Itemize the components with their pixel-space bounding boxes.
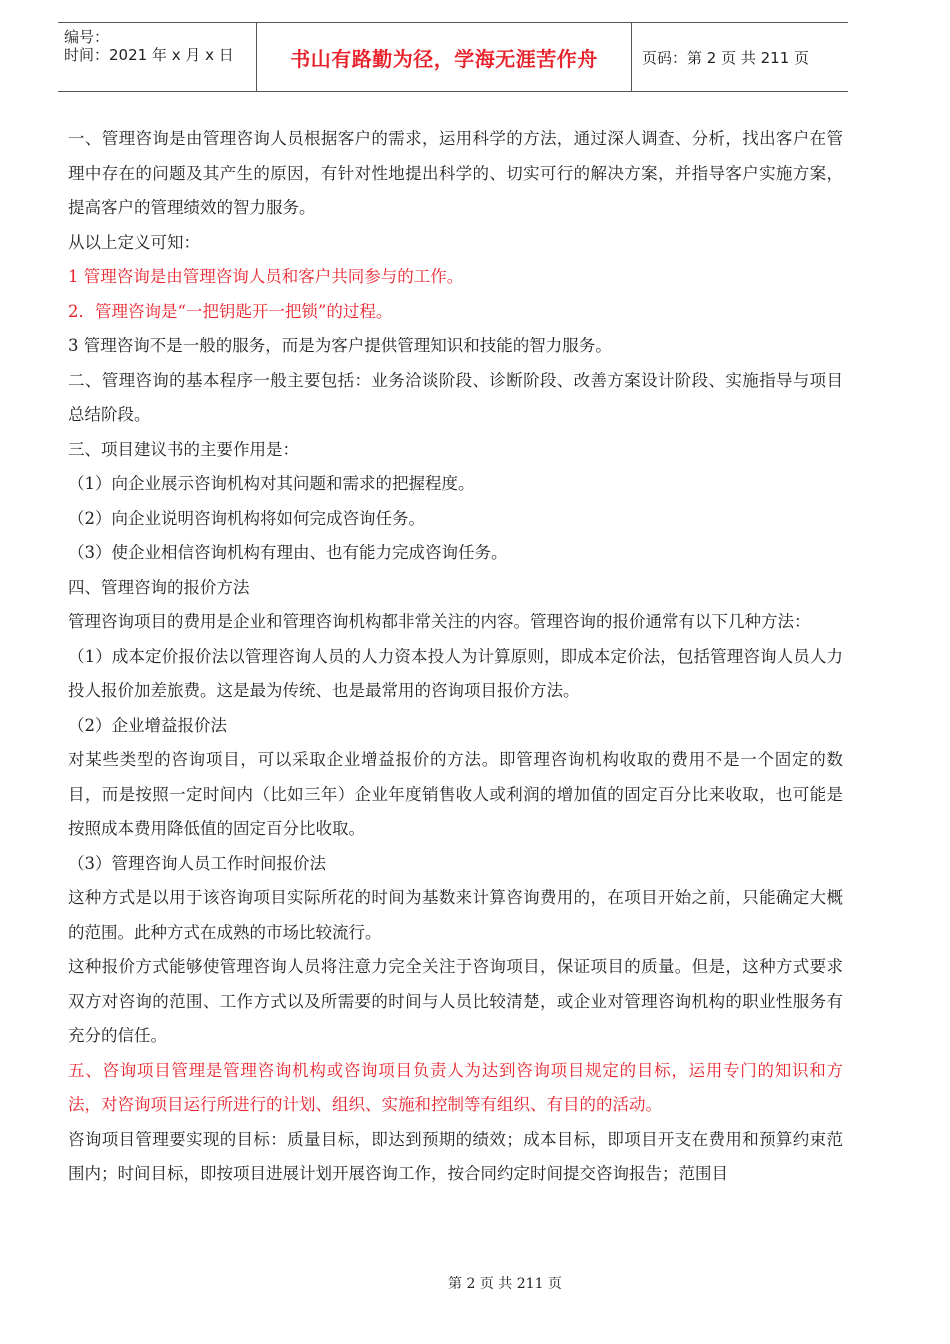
body-paragraph: 一、管理咨询是由管理咨询人员根据客户的需求，运用科学的方法，通过深人调查、分析，找出客户在管理中存在的问题及其产生的原因，有针对性地提出科学的、切实可行的解决方案，并指导客户实施方案，提高客户的管理绩效的智力服务。 [68,129,843,217]
body-paragraph: （2）企业增益报价法 [68,715,227,735]
body-paragraph: 四、管理咨询的报价方法 [68,577,250,597]
body-paragraph: 二、管理咨询的基本程序一般主要包括：业务洽谈阶段、诊断阶段、改善方案设计阶段、实施指导与项目总结阶段。 [68,370,843,424]
header-motto-cell [256,23,632,91]
body-paragraph: 这种方式是以用于该咨询项目实际所花的时间为基数来计算咨询费用的，在项目开始之前，只能确定大概的范围。此种方式在成熟的市场比较流行。 [68,888,843,942]
body-paragraph: 管理咨询项目的费用是企业和管理咨询机构都非常关注的内容。管理咨询的报价通常有以下几种方法： [68,612,811,631]
header-page-info: 页码：第 2 页 共 211 页 [642,48,810,67]
body-paragraph: （3）管理咨询人员工作时间报价法 [68,853,326,873]
document-time-label: 时间：2021 年 x 月 x 日 [64,46,234,64]
body-paragraph: 咨询项目管理要实现的目标：质量目标，即达到预期的绩效；成本目标，即项目开支在费用和预算约束范围内；时间目标，即按项目进展计划开展咨询工作，按合同约定时间提交咨询报告；范围目 [68,1129,843,1183]
document-body [68,122,843,1192]
page-header [58,22,848,92]
body-paragraph: 五、咨询项目管理是管理咨询机构或咨询项目负责人为达到咨询项目规定的目标，运用专门的知识和方法，对咨询项目运行所进行的计划、组织、实施和控制等有组织、有目的的活动。 [68,1060,843,1114]
body-paragraph: 这种报价方式能够使管理咨询人员将注意力完全关注于咨询项目，保证项目的质量。但是，这种方式要求双方对咨询的范围、工作方式以及所需要的时间与人员比较清楚，或企业对管理咨询机构的职业性服务有充分的信任。 [68,957,843,1045]
body-paragraph: 三、项目建议书的主要作用是： [68,439,299,459]
body-paragraph: 从以上定义可知： [68,232,200,252]
header-motto: 书山有路勤为径，学海无涯苦作舟 [290,46,598,71]
body-paragraph: （3）使企业相信咨询机构有理由、也有能力完成咨询任务。 [68,543,508,562]
body-paragraph: 对某些类型的咨询项目，可以采取企业增益报价的方法。即管理咨询机构收取的费用不是一个固定的数目，而是按照一定时间内（比如三年）企业年度销售收人或利润的增加值的固定百分比来收取，也可能是按照成本费用降低值的固定百分比收取。 [68,750,843,838]
body-paragraph: 1 管理咨询是由管理咨询人员和客户共同参与的工作。 [68,267,464,286]
body-paragraph: 3 管理咨询不是一般的服务，而是为客户提供管理知识和技能的智力服务。 [68,336,612,355]
body-paragraph: （1）成本定价报价法以管理咨询人员的人力资本投人为计算原则，即成本定价法，包括管理咨询人员人力投人报价加差旅费。这是最为传统、也是最常用的咨询项目报价方法。 [68,646,843,700]
header-meta [58,23,256,91]
body-paragraph: （1）向企业展示咨询机构对其问题和需求的把握程度。 [68,474,475,493]
body-paragraph: （2）向企业说明咨询机构将如何完成咨询任务。 [68,508,425,528]
body-paragraph: 2．管理咨询是“一把钥匙开一把锁”的过程。 [68,301,393,321]
document-number-label: 编号： [64,28,110,46]
page-footer: 第 2 页 共 211 页 [448,1276,562,1292]
